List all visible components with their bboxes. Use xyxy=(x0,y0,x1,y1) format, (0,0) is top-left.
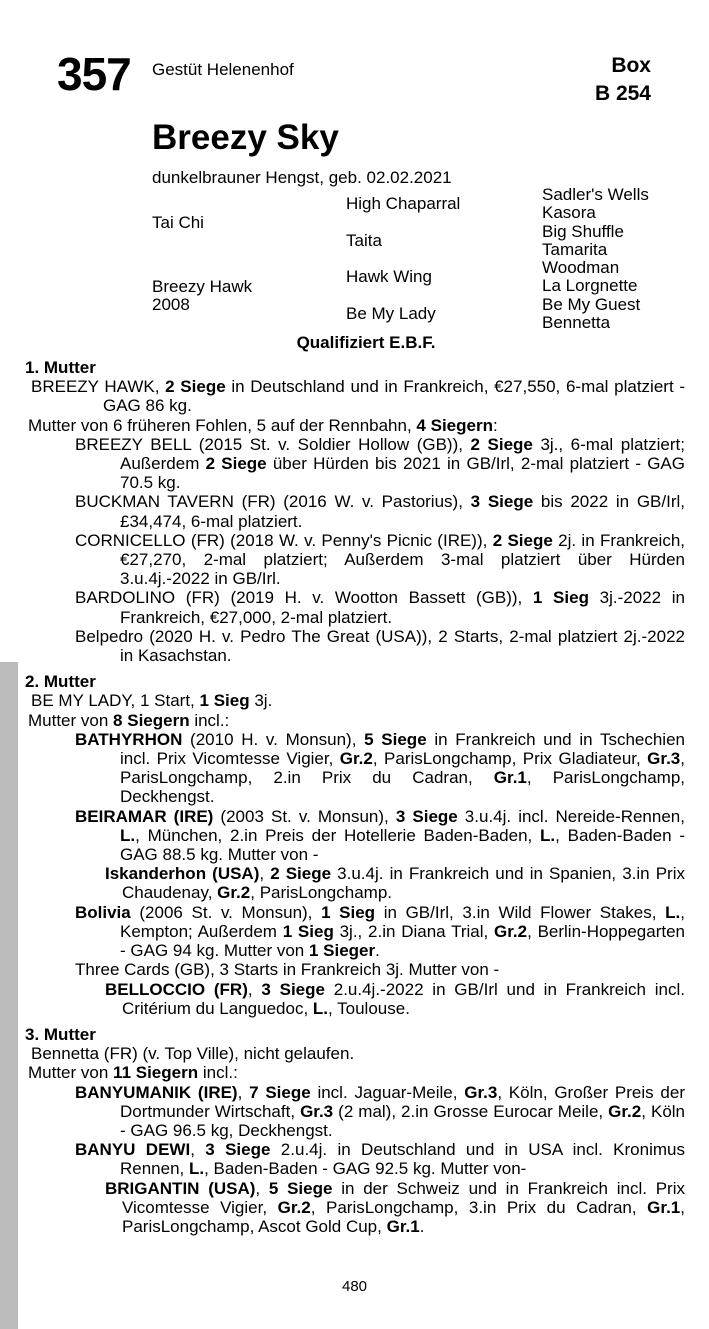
catalog-paragraph: BANYU DEWI, 3 Siege 2.u.4j. in Deutschland und in USA incl. Kronimus Rennen, L., Baden-Baden - GAG 92.5 kg. Mutter von- xyxy=(75,1140,685,1179)
ancestor-name: Woodman xyxy=(542,258,620,278)
ancestor-name: Be My Lady xyxy=(346,303,436,323)
dam-cell xyxy=(152,259,346,332)
catalog-body xyxy=(25,358,685,1236)
pedigree-gen2-column xyxy=(346,186,542,332)
catalog-paragraph: Iskanderhon (USA), 2 Siege 3.u.4j. in Frankreich und in Spanien, 3.in Prix Chaudenay, Gr.2, ParisLongchamp. xyxy=(105,864,685,903)
catalog-paragraph: Mutter von 6 früheren Fohlen, 5 auf der Rennbahn, 4 Siegern: xyxy=(28,415,498,435)
catalog-paragraph: BATHYRHON (2010 H. v. Monsun), 5 Siege in Frankreich und in Tschechien incl. Prix Vicomtesse Vigier, Gr.2, ParisLongchamp, Prix Gladiateur, Gr.3, ParisLongchamp, 2.in Prix du Cadran, Gr.1, ParisLongchamp, Deckhengst. xyxy=(75,729,685,807)
box-number: B 254 xyxy=(594,82,651,105)
gen3-cell xyxy=(542,241,662,259)
catalog-paragraph: BUCKMAN TAVERN (FR) (2016 W. v. Pastorius), 3 Siege bis 2022 in GB/Irl, £34,474, 6-mal platziert. xyxy=(75,492,685,531)
catalog-paragraph: BRIGANTIN (USA), 5 Siege in der Schweiz und in Frankreich incl. Prix Vicomtesse Vigier, Gr.2, ParisLongchamp, 3.in Prix du Cadran, Gr.1, ParisLongchamp, Ascot Gold Cup, Gr.1. xyxy=(105,1178,685,1236)
catalog-paragraph: BEIRAMAR (IRE) (2003 St. v. Monsun), 3 Siege 3.u.4j. incl. Nereide-Rennen, L., München, 2.in Preis der Hotellerie Baden-Baden, L., Baden-Baden - GAG 88.5 kg. Mutter von - xyxy=(75,806,685,865)
ebf-qualification: Qualifiziert E.B.F. xyxy=(296,333,436,352)
catalog-paragraph: Belpedro (2020 H. v. Pedro The Great (USA)), 2 Starts, 2-mal platziert 2j.-2022 in Kasachstan. xyxy=(75,626,685,666)
gen3-cell xyxy=(542,204,662,222)
ancestor-name: Tamarita xyxy=(542,239,608,259)
catalog-paragraph: Mutter von 11 Siegern incl.: xyxy=(28,1063,238,1083)
gen2-cell xyxy=(346,296,542,333)
catalog-paragraph: BELLOCCIO (FR), 3 Siege 2.u.4j.-2022 in GB/Irl und in Frankreich incl. Critérium du Languedoc, L., Toulouse. xyxy=(105,979,685,1018)
catalog-paragraph: Mutter von 8 Siegern incl.: xyxy=(28,710,230,730)
catalog-paragraph: Bennetta (FR) (v. Top Ville), nicht gelaufen. xyxy=(31,1044,355,1064)
catalog-paragraph: Three Cards (GB), 3 Starts in Frankreich 3j. Mutter von - xyxy=(75,960,500,980)
catalog-paragraph: Bolivia (2006 St. v. Monsun), 1 Sieg in GB/Irl, 3.in Wild Flower Stakes, L., Kempton; Außerdem 1 Sieg 3j., 2.in Diana Trial, Gr.2, Berlin-Hoppegarten - GAG 94 kg. Mutter von 1 Sieger. xyxy=(75,902,685,961)
section-heading: 1. Mutter xyxy=(25,358,96,377)
gen3-cell xyxy=(542,296,662,314)
gen3-cell xyxy=(542,314,662,332)
sire-cell xyxy=(152,186,346,259)
gen2-cell xyxy=(346,186,542,223)
box-assignment xyxy=(595,52,651,108)
dam-year: 2008 xyxy=(152,294,190,314)
ancestor-name: La Lorgnette xyxy=(542,276,638,296)
gen3-cell xyxy=(542,223,662,241)
horse-details: dunkelbrauner Hengst, geb. 02.02.2021 xyxy=(152,168,452,187)
catalog-paragraph: BARDOLINO (FR) (2019 H. v. Wootton Bassett (GB)), 1 Sieg 3j.-2022 in Frankreich, €27,000, 2-mal platziert. xyxy=(75,588,685,627)
ancestor-name: Kasora xyxy=(542,203,596,223)
gen2-cell xyxy=(346,223,542,260)
box-label: Box xyxy=(611,54,651,77)
page-edge-print-mark xyxy=(0,662,18,1329)
catalog-paragraph: BANYUMANIK (IRE), 7 Siege incl. Jaguar-Meile, Gr.3, Köln, Großer Preis der Dortmunder Wirtschaft, Gr.3 (2 mal), 2.in Grosse Eurocar Meile, Gr.2, Köln - GAG 96.5 kg, Deckhengst. xyxy=(75,1082,686,1140)
ancestor-name: Sadler's Wells xyxy=(542,185,649,204)
pedigree-gen1-column xyxy=(152,186,346,332)
ancestor-name: Taita xyxy=(346,230,382,250)
catalog-paragraph: CORNICELLO (FR) (2018 W. v. Penny's Picnic (IRE)), 2 Siege 2j. in Frankreich, €27,270, 2-mal platziert; Außerdem 3-mal platziert über Hürden 3.u.4j.-2022 in GB/Irl. xyxy=(75,530,685,589)
consignor-name: Gestüt Helenenhof xyxy=(152,60,294,79)
sire-name: Tai Chi xyxy=(152,212,204,232)
pedigree-table xyxy=(152,186,662,332)
lot-number: 357 xyxy=(57,48,131,100)
catalog-paragraph: BREEZY HAWK, 2 Siege in Deutschland und in Frankreich, €27,550, 6-mal platziert - GAG 86 kg. xyxy=(31,377,686,416)
dam-name: Breezy Hawk xyxy=(152,276,253,296)
page-number: 480 xyxy=(341,1278,368,1295)
catalog-paragraph: BREEZY BELL (2015 St. v. Soldier Hollow (GB)), 2 Siege 3j., 6-mal platziert; Außerdem 2 Siege über Hürden bis 2021 in GB/Irl, 2-mal platziert - GAG 70.5 kg. xyxy=(75,434,685,493)
gen3-cell xyxy=(542,186,662,204)
pedigree-gen3-column xyxy=(542,186,662,332)
gen2-cell xyxy=(346,259,542,296)
section-heading: 2. Mutter xyxy=(25,672,96,692)
ancestor-name: Be My Guest xyxy=(542,294,641,314)
gen3-cell xyxy=(542,277,662,295)
ancestor-name: Hawk Wing xyxy=(346,267,432,287)
ancestor-name: High Chaparral xyxy=(346,194,461,214)
ancestor-name: Bennetta xyxy=(542,312,611,332)
ancestor-name: Big Shuffle xyxy=(542,221,624,241)
horse-name: Breezy Sky xyxy=(152,118,339,157)
section-heading: 3. Mutter xyxy=(25,1024,96,1044)
gen3-cell xyxy=(542,259,662,277)
catalog-paragraph: BE MY LADY, 1 Start, 1 Sieg 3j. xyxy=(31,691,273,711)
